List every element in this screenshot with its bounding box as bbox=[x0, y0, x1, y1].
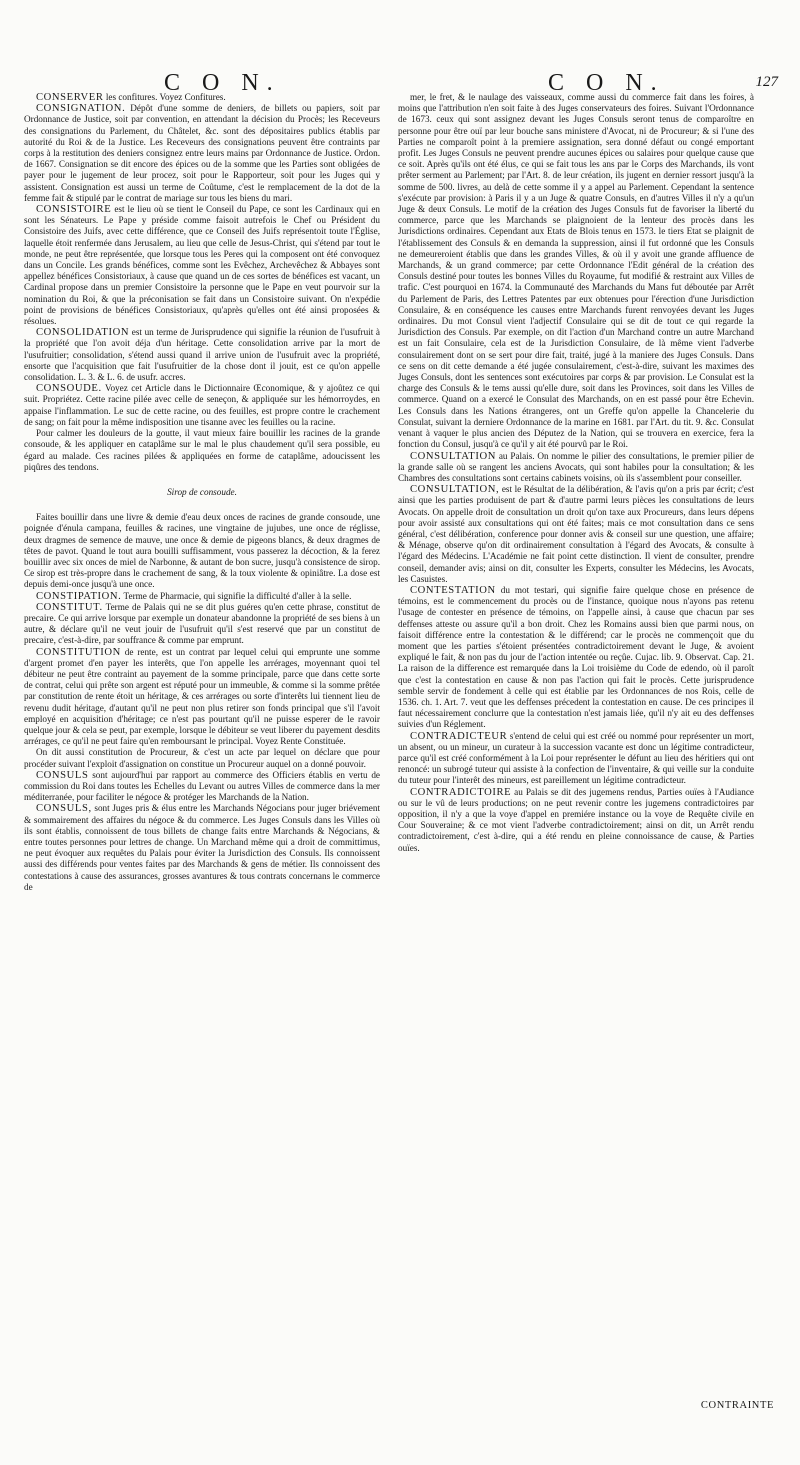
dictionary-entry bbox=[398, 585, 754, 731]
dictionary-entry bbox=[24, 591, 380, 602]
entry-text: est un terme de Jurisprudence qui signifie la réunion de l'usufruit à la propriété que l'on avoit déja d'un héritage. Cette consolidation arrive par la mort de l'usufruitier; consolidation, s'étend aussi quand il arrive union de l'usufruit avec la propriété, ensorte que l'acquisition que fait l'usufruitier de la chose dont il jouit, est ce qu'on appelle consolidation. L. 3. & L. 6. de usufr. accres. bbox=[24, 327, 380, 383]
dictionary-entry bbox=[398, 484, 754, 585]
entry-headword: CONSTITUTION bbox=[36, 646, 121, 658]
entry-text: On dit aussi constitution de Procureur, & c'est un acte par lequel on déclare que pour procéder suivant l'exploit d'assignation on constitue un Procureur auquel on a donné pouvoir. bbox=[24, 747, 380, 769]
dictionary-entry bbox=[24, 428, 380, 473]
entry-text: s'entend de celui qui est créé ou nommé pour représenter un mort, un absent, ou un mineur, un curateur à la succession vacante est donc un légitime contradicteur, parce qu'il est créé conformément à la Loi pour représenter le défunt au lieu des héritiers qui ont renoncé: un subrogé tuteur qui assiste à la confection de l'inventaire, & qui veille sur la conduite du tuteur pour l'interêt des mineurs, est pareillement un légitime contradicteur. bbox=[398, 730, 754, 786]
dictionary-entry bbox=[24, 770, 380, 804]
entry-text: est le lieu où se tient le Conseil du Pape, ce sont les Cardinaux qui en sont les Sénateurs. Le Pape y préside comme faisoit autrefois le Chef ou Président du Consistoire des Juifs, avec cette différence, que ce Conseil des Juifs représentoit toute l'Église, laquelle étoit renfermée dans Jerusalem, au lieu que celle de Jesus-Christ, qui s'étend par tout le monde, ne peut être représentée, que lorsque tous les Peres qui la composent ont été convoquez dans un Concile. Les grands bénéfices, comme sont les Evêchez, Archevêchez & Abbayes sont appellez bénéfices Consistoriaux, à cause que quand un de ces sortes de bénéfices est vacant, un Cardinal propose dans un premier Consistoire la personne que le Pape en veut pourvoir sur la nomination du Roi, & que la préconisation se fait dans un Consistoire suivant. On n'expédie point de provisions de bénéfices Consistoriaux, qu'après qu'elles ont été ainsi proposées & résolues. bbox=[24, 204, 380, 327]
running-head-right: C O N. bbox=[548, 70, 665, 96]
entry-headword: CONTRADICTOIRE bbox=[410, 786, 512, 798]
dictionary-entry bbox=[398, 451, 754, 485]
entry-headword: CONSTITUT. bbox=[36, 601, 103, 613]
column-gutter bbox=[389, 95, 390, 1395]
entry-text: Voyez cet Article dans le Dictionnaire Œconomique, & y ajoûtez ce qui suit. Propriétez. Cette racine pilée avec celle de seneçon, & appliquée sur les hémorroydes, en appaise l'inflammation. Le suc de cette racine, ou des feuilles, est propre contre le crachement de sang; on fait pour la même indisposition une tisanne avec les feuilles ou la racine. bbox=[24, 383, 380, 427]
entry-text: Terme de Pharmacie, qui signifie la difficulté d'aller à la selle. bbox=[121, 590, 352, 601]
dictionary-entry bbox=[398, 731, 754, 787]
dictionary-entry bbox=[24, 383, 380, 428]
dictionary-entry bbox=[24, 647, 380, 748]
entry-headword: CONSOLIDATION bbox=[36, 327, 130, 339]
entry-headword: CONSULS bbox=[36, 769, 89, 781]
dictionary-entry bbox=[24, 747, 380, 769]
dictionary-entry bbox=[24, 92, 380, 103]
entry-headword: CONSIGNATION. bbox=[36, 103, 126, 115]
page-number: 127 bbox=[755, 74, 778, 90]
dictionary-entry bbox=[24, 602, 380, 647]
entry-text: les confitures. Voyez Confitures. bbox=[103, 92, 226, 102]
entry-text: Faites bouillir dans une livre & demie d'eau deux onces de racines de grande consoude, une poignée d'énula campana, feuilles & racines, une vingtaine de jujubes, une once de réglisse, deux dragmes de semence de mauve, une once & demie de pigeons blancs, & deux dragmes de têtes de pavot. Quand le tout aura bouilli suffisamment, vous passerez la décoction, & la ferez bouillir avec six onces de miel de Narbonne, & autant de bon sucre, jusqu'à consistence de sirop. Ce sirop est très-propre dans le crachement de sang, & la toux violente & opiniâtre. La dose est depuis demi-once jusqu'à une once. bbox=[24, 512, 380, 590]
entry-text: au Palais. On nomme le pilier des consultations, le premier pilier de la grande salle où se rangent les anciens Avocats, qui sont habiles pour la consultation; & les Chambres des consultations sont certains cabinets voisins, où ils s'assemblent pour conseiller. bbox=[398, 450, 754, 483]
entry-headword: CONSULS, bbox=[36, 803, 92, 815]
dictionary-entry bbox=[24, 204, 380, 327]
subheading bbox=[24, 487, 380, 498]
dictionary-entry bbox=[24, 327, 380, 383]
dictionary-entry bbox=[24, 512, 380, 590]
entry-text: sont aujourd'hui par rapport au commerce des Officiers établis en vertu de commission du Roi dans toutes les Echelles du Levant ou autres Villes de commerce dans la mer méditerranée, pour faciliter le négoce & protéger les Marchands de la Nation. bbox=[24, 769, 380, 803]
catchword: CONTRAINTE bbox=[700, 1400, 774, 1411]
entry-text: Dépôt d'une somme de deniers, de billets ou papiers, soit par Ordonnance de Justice, soit par convention, en attendant la décision du Procès; les Receveurs des consignations du Parlement, du Châtelet, &c. sont des dépositaires publics établis par autorité du Roi & de la Justice. Les Receveurs des consignations peuvent être contraints par corps à la restitution des deniers consignez entre leurs mains par Ordonnance de Justice. Ordon. de 1667. Consignation se dit encore des épices ou de la somme que les Parties sont obligées de payer pour le jugement de leur procez, soit pour le Rapporteur, soit pour les Juges qui y assistent. Consignation est aussi un terme de Coûtume, c'est le remplacement de la dot de la femme fait & stipulé par le contrat de mariage sur tous les biens du mari. bbox=[24, 103, 380, 203]
entry-text: est le Résultat de la délibération, & l'avis qu'on a pris par écrit; c'est ainsi que les parties produisent de part & d'autre parmi leurs pièces les consultations de leurs Avocats. On appelle droit de consultation un droit qu'on taxe aux Procureurs, dans leurs dépens pour avoir assisté aux consultations qui ont été faites; mais ce mot consultation dans ce sens général, c'est délibération, conference pour donner avis & conseil sur une question, une affaire; & Ménage, observe qu'on dit ordinairement consultation à l'égard des Avocats, & consulte à l'égard des Médecins. L'Académie ne fait point cette distinction. Il vient de consulter, prendre conseil, demander avis; ainsi on dit, consulter les Experts, consulter les Médecins, les Avocats, les Casuistes. bbox=[398, 484, 754, 584]
entry-headword: CONSULTATION bbox=[410, 450, 497, 462]
left-column bbox=[24, 92, 380, 1412]
entry-headword: CONSERVER bbox=[36, 92, 104, 103]
entry-headword: CONTESTATION bbox=[410, 584, 496, 596]
entry-headword: CONTRADICTEUR bbox=[410, 730, 508, 742]
entry-text: du mot testari, qui signifie faire quelque chose en présence de témoins, est le commencement du procès ou de l'instance, quoique nous n'ayons pas retenu l'usage de contester en présence de témoins, on l'appelle ainsi, à cause que chacun par ses deffenses atteste ou assure qu'il a bon droit. Chez les Romains aussi bien que parmi nous, on faisoit différence entre la contestation & le différend; car le procès ne commençoit que du moment que les parties s'étoient présentées contradictoirement devant le Juge, & avoient expliqué le fait, & non pas du jour de l'action intentée ou reçûe. Cujac. lib. 9. Observat. Cap. 21. La raison de la difference est remarquée dans la Loi troisième du Code de edendo, où il paroît que c'est la contestation en cause & non pas l'action qui fait le procès. Cette jurisprudence semble servir de fondement à celle qui est établie par les Ordonnances de nos Rois, celle de 1536. ch. 1. Art. 7. veut que les deffenses précedent la contestation en cause. De ces principes il faut nécessairement conclurre que la contestation n'est jamais liée, qu'il n'y ait eu des deffenses suivies d'un Réglement. bbox=[398, 584, 754, 730]
dictionary-entry bbox=[24, 803, 380, 893]
dictionary-entry bbox=[398, 787, 754, 854]
entry-headword: CONSULTATION, bbox=[410, 484, 500, 496]
dictionary-entry bbox=[24, 103, 380, 204]
entry-text: mer, le fret, & le naulage des vaisseaux, comme aussi du commerce fait dans les foires, à moins que l'attribution n'en soit faite à des Juges conservateurs des foires. Suivant l'Ordonnance de 1673. ceux qui sont assignez devant les Juges Consuls seront tenus de comparoître en personne pour être ouï par leur bouche sans ministere d'Avocat, ni de Procureur; & si l'une des Parties ne comparoît point à la premiere assignation, sera donné défaut ou congé emportant profit. Les Juges Consuls ne peuvent prendre aucunes épices ou salaires pour quelque cause que ce soit. Après qu'ils ont été élus, ce qui se fait tous les ans par le Corps des Marchands, ils vont prêter serment au Parlement; par l'Art. 8. de leur création, ils jugent en dernier ressort jusqu'à la somme de 500. livres, au delà de cette somme il y a appel au Parlement. Cependant la sentence s'exécute par provision: à Paris il y a un Juge & quatre Consuls, en d'autres Villes il n'y a qu'un Juge & deux Consuls. Le motif de la création des Juges Consuls fut de favoriser la liberté du commerce, parce que les Marchands se plaignoient de la lenteur des procès dans les Jurisdictions ordinaires. Cependant aux Etats de Blois tenus en 1573. le tiers Etat se plaignit de l'établissement des Consuls & en demanda la suppression, ainsi il fut ordonné que les Consuls ne demeureroient établis que dans les grandes Villes, & où il y avoit une grande affluence de Marchands, & un grand commerce; par cette Ordonnance l'Edit général de la création des Consuls destiné pour toutes les bonnes Villes du Royaume, fut modifié & restraint aux Villes de trafic. C'est pourquoi en 1674. la Communauté des Marchands du Mans fut déboutée par Arrêt du Parlement de Paris, des Lettres Patentes par eux obtenues pour l'érection d'une Jurisdiction Consulaire, & en conséquence les causes entre Marchands furent renvoyées devant les Juges ordinaires. Du mot Consul vient l'adjectif Consulaire qui se dit de tout ce qui regarde la Jurisdiction des Consuls. Par exemple, on dit l'action d'un Marchand contre un autre Marchand est un fait Consulaire, cela est de la Jurisdiction Consulaire, de là même vient l'adverbe consulairement dont on se sert pour dire fait, traité, jugé à la maniere des Juges Consuls. Dans ce sens on dit cette demande a été jugée consulairement, c'est-à-dire, suivant les maximes des Juges Consuls, dont les sentences sont exécutoires par corps & par provision. Le Consulat est la charge des Consuls & le tems aussi qu'elle dure, soit dans les Provinces, soit dans les Villes de commerce. Quand on a exercé le Consulat des Marchands, on en est passé pour être Echevin. Les Consuls dans les Nations étrangeres, ont un Greffe qu'on appelle la Chancelerie du Consulat, suivant la derniere Ordonnance de la marine en 1681. par l'Art. du tit. 9. &c. Consulat venant à vaquer le plus ancien des Députez de la Nation, qui se trouvera en exercice, fera la fonction du Consul, jusqu'à ce qu'il y ait été pourvû par le Roi. bbox=[398, 92, 754, 450]
entry-text: sont Juges pris & élus entre les Marchands Négocians pour juger briévement & sommairement des affaires du négoce & du commerce. Les Juges Consuls dans les Villes où ils sont établis, connoissent de tous billets de change faits entre Marchands & Négocians, & entre toutes personnes pour lettres de change. Un Marchand même qui a droit de committimus, ne peut évoquer aux requêtes du Palais pour éviter la Jurisdiction des Consuls. Ils connoissent aussi des différends pour ventes faites par des Marchands & gens de métier. Ils connoissent des contestations à cause des assurances, grosses avantures & tous contrats concernans le commerce de bbox=[24, 803, 380, 892]
entry-headword: CONSISTOIRE bbox=[36, 204, 112, 216]
right-column bbox=[398, 92, 754, 1392]
entry-text: Terme de Palais qui ne se dit plus guéres qu'en cette phrase, constitut de precaire. Ce qui arrive lorsque par exemple un donateur abandonne la propriété de ses biens à un autre, & déclare qu'il ne veut jouir de l'usufruit qu'il s'est reservé que par un constitut de precaire, c'est-à-dire, par souffrance & comme par emprunt. bbox=[24, 601, 380, 646]
entry-text: Sirop de consoude. bbox=[167, 486, 237, 497]
entry-headword: CONSOUDE. bbox=[36, 383, 102, 395]
entry-text: au Palais se dit des jugemens rendus, Parties ouïes à l'Audiance ou sur le vû de leurs productions; on ne peut revenir contre les jugemens contradictoires par opposition, il n'y a que la voye d'appel en premiére instance ou la voye de Requête civile en Cour Souveraine; & ce mot vient l'adverbe contradictoirement; ainsi on dit, un Arrêt rendu contradictoirement, c'est à-dire, qui a été rendu en pleine connoissance de cause, & Parties ouïes. bbox=[398, 786, 754, 853]
running-head-left: C O N. bbox=[164, 70, 281, 96]
entry-text: de rente, est un contrat par lequel celui qui emprunte une somme d'argent promet d'en payer les interêts, que l'on appelle les arrérages, moyennant quoi tel débiteur ne peut être contraint au payement de la somme principale, parce que dans cette sorte de contrat, celui qui prête son argent est réputé pour un immeuble, & comme si la somme prêtée par constitution de rente étoit un héritage, & ces arrérages ou sorte d'interêts lui tiennent lieu de revenu dudit héritage, d'autant qu'il ne peut non plus retirer son fonds principal que s'il l'avoit employé en acquisition d'héritage; ce n'est pas pourtant qu'il ne puisse esperer de le ravoir quelque jour & cela se peut, par exemple, lorsque le débiteur se veut liberer du payement desdits arrérages, ce qu'il ne peut faire qu'en remboursant le principal. Voyez Rente Constituée. bbox=[24, 646, 380, 747]
dictionary-entry bbox=[398, 92, 754, 451]
entry-text: Pour calmer les douleurs de la goutte, il vaut mieux faire bouillir les racines de la grande consoude, & les appliquer en cataplâme sur le mal le plus chaudement qu'il sera possible, eu égard au malade. Ces racines pilées & appliquées en forme de cataplâme, adoucissent les piqûres des tendons. bbox=[24, 428, 380, 472]
entry-headword: CONSTIPATION. bbox=[36, 590, 122, 602]
